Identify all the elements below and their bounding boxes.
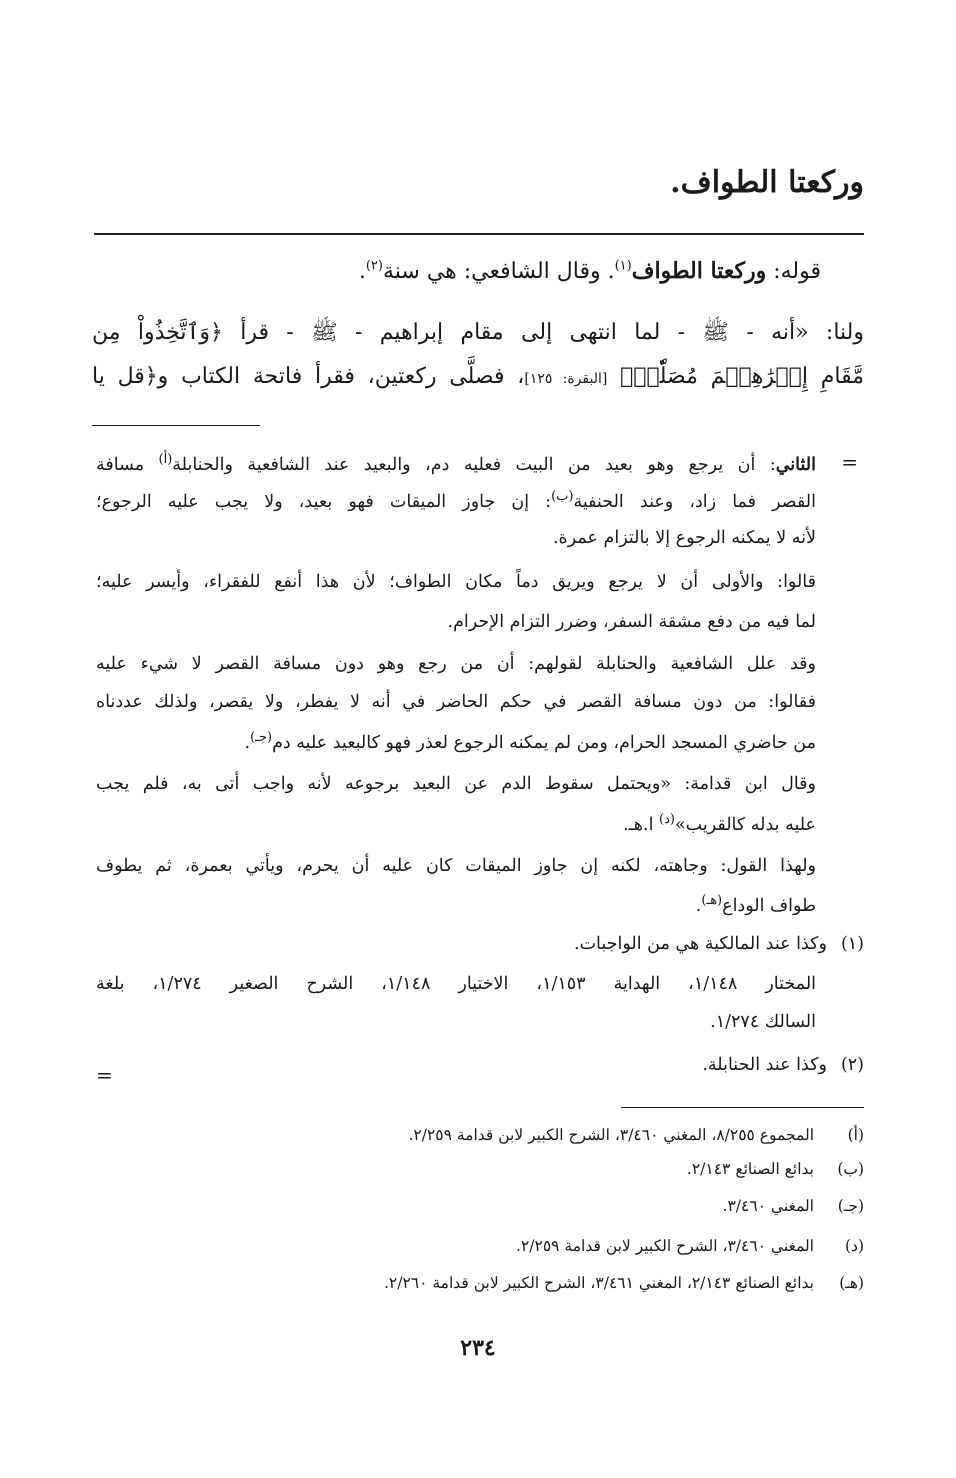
footnote-item: (ب)بدائع الصنائع ٢/١٤٣. — [686, 1160, 864, 1178]
commentary-line: وقال ابن قدامة: «ويحتمل سقوط الدم عن البعيد برجوعه لأنه واجب أتى به، فلم يجب — [96, 774, 816, 794]
numbered-note-2: (٢)وكذا عند الحنابلة. — [702, 1055, 864, 1075]
footnote-divider — [621, 1107, 864, 1108]
commentary-line: القصر فما زاد، وعند الحنفية$^{(ب)}$: إن جاوز الميقات فهو بعيد، ولا يجب عليه الرجوع؛ — [96, 489, 816, 512]
commentary-line: طواف الوداع$^{(هـ)}$. — [695, 893, 816, 916]
footnote-item: (أ)المجموع ٨/٢٥٥، المغني ٣/٤٦٠، الشرح الكبير لابن قدامة ٢/٢٥٩. — [408, 1126, 864, 1144]
footnote-item: (جـ)المغني ٣/٤٦٠. — [722, 1197, 864, 1215]
continuation-mark-bottom: = — [96, 1063, 113, 1087]
commentary-line: الثاني: أن يرجع وهو بعيد من البيت فعليه دم، والبعيد عند الشافعية والحنابلة$^{(أ)}$ مسافة — [96, 452, 816, 475]
quran-verse: مَّقَامِ إِبۡرَٰهِـۧمَ مُصَلّٗىۖ﴾ — [620, 364, 864, 389]
note-ref-1: (١) — [614, 258, 632, 274]
commentary-line: ولهذا القول: وجاهته، لكنه إن جاوز الميقات كان عليه أن يحرم، ويأتي بعمرة، ثم يطوف — [96, 856, 816, 876]
note-ref-2: (٢) — [365, 258, 383, 274]
term-bold: وركعتا الطواف — [631, 258, 767, 284]
main-line-2: ولنا: «أنه - ﷺ - لما انتهى إلى مقام إبراهيم - ﷺ - قرأ ﴿وَٱتَّخِذُواْ مِن — [92, 320, 864, 345]
page-number: ٢٣٤ — [460, 1335, 496, 1361]
footnote-item: (د)المغني ٣/٤٦٠، الشرح الكبير لابن قدامة ٢/٢٥٩. — [516, 1237, 864, 1255]
commentary-line: من حاضري المسجد الحرام، ومن لم يمكنه الرجوع لعذر فهو كالبعيد عليه دم$^{(جـ)}$. — [244, 730, 816, 753]
commentary-line: لما فيه من دفع مشقة السفر، وضرر التزام الإحرام. — [447, 612, 816, 632]
commentary-line: وقد علل الشافعية والحنابلة لقولهم: أن من رجع وهو دون مسافة القصر لا شيء عليه — [96, 654, 816, 674]
numbered-note-1: (١)وكذا عند المالكية هي من الواجبات. — [574, 934, 864, 954]
main-line-1: قوله: وركعتا الطواف$^{(١)}$. وقال الشافعي: هي سنة$^{(٢)}$. — [358, 258, 821, 284]
verse-citation: [البقرة: ١٢٥] — [524, 371, 608, 387]
main-line-3: مَّقَامِ إِبۡرَٰهِـۧمَ مُصَلّٗىۖ﴾ [البقرة: ١٢٥]، فصلَّى ركعتين، فقرأ فاتحة الكتاب و﴿قل يا — [92, 364, 864, 389]
main-text-divider — [92, 425, 260, 426]
commentary-line: عليه بدله كالقريب»$^{(د)}$ ا.هـ. — [623, 812, 816, 835]
section-heading: وركعتا الطواف. — [670, 165, 864, 200]
continuation-mark-top: = — [841, 450, 858, 474]
commentary-line: لأنه لا يمكنه الرجوع إلا بالتزام عمرة. — [552, 528, 816, 548]
heading-divider — [94, 233, 864, 235]
footnote-item: (هـ)بدائع الصنائع ٢/١٤٣، المغني ٣/٤٦١، الشرح الكبير لابن قدامة ٢/٢٦٠. — [383, 1274, 864, 1292]
commentary-line: قالوا: والأولى أن لا يرجع ويريق دماً مكان الطواف؛ لأن هذا أنفع للفقراء، وأيسر عليه؛ — [96, 572, 816, 592]
commentary-line: فقالوا: من دون مسافة القصر في حكم الحاضر في أنه لا يفطر، ولا يقصر، ولذلك عددناه — [96, 692, 816, 712]
note-marker: (٢) — [840, 1055, 864, 1075]
numbered-note-1-line-3: السالك ١/٢٧٤. — [710, 1012, 816, 1032]
numbered-note-1-line-2: المختار ١/١٤٨، الهداية ١/١٥٣، الاختيار ١/١٤٨، الشرح الصغير ١/٢٧٤، بلغة — [96, 974, 817, 994]
note-marker: (١) — [840, 934, 864, 954]
